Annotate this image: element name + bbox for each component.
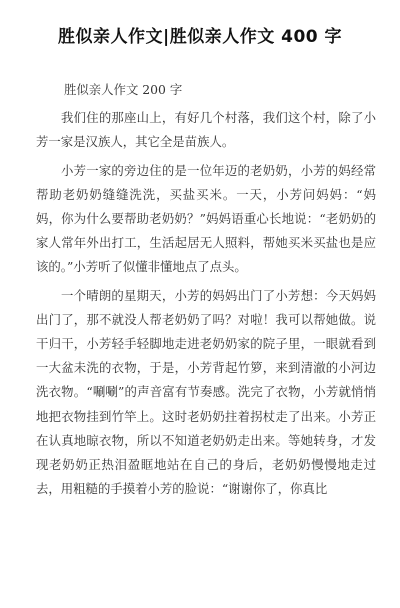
paragraph: 一个晴朗的星期天，小芳的妈妈出门了小芳想：今天妈妈出门了，那不就没人帮老奶奶了吗？对啦！我可以帮她做。说干归干，小芳轻手轻脚地走进老奶奶家的院子里，一眼就看到一大盆未洗的衣物，于是，小芳背起竹箩，来到清澈的小河边洗衣物。“唰唰”的声音富有节奏感。洗完了衣物，小芳就悄悄地把衣物挂到竹竿上。这时老奶奶拄着拐杖走了出来。小芳正在认真地晾衣物，所以不知道老奶奶走出来。等她转身，才发现老奶奶正热泪盈眶地站在自己的身后，老奶奶慢慢地走过去，用粗糙的手摸着小芳的脸说：“谢谢你了，你真比 <box>36 287 376 497</box>
article-subtitle: 胜似亲人作文 200 字 <box>64 82 183 97</box>
paragraph: 小芳一家的旁边住的是一位年迈的老奶奶，小芳的妈经常帮助老奶奶缝缝洗洗，买盐买米。一天，小芳问妈妈：“妈妈，你为什么要帮助老奶奶？”妈妈语重心长地说：“老奶奶的家人常年外出打工，生活起居无人照料，帮她买米买盐也是应该的。”小芳听了似懂非懂地点了点头。 <box>36 162 376 275</box>
paragraph: 我们住的那座山上，有好几个村落，我们这个村，除了小芳一家是汉族人，其它全是苗族人。 <box>36 110 376 150</box>
page-title: 胜似亲人作文|胜似亲人作文 400 字 <box>57 27 343 47</box>
article-body <box>36 78 376 501</box>
